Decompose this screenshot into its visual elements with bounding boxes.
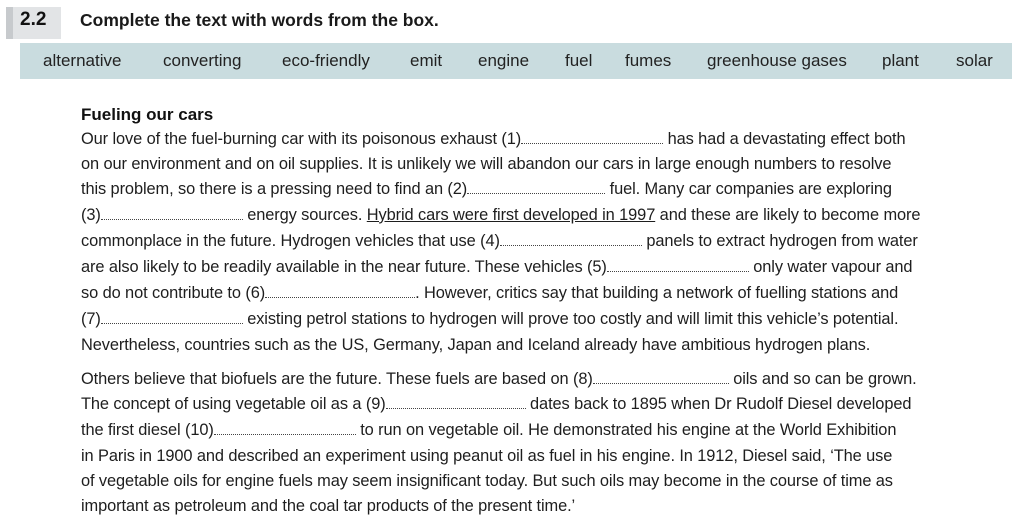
- passage-line: so do not contribute to (6) . However, critics say that building a network of fuelling stations and: [81, 284, 899, 302]
- answer-gap-5[interactable]: [607, 259, 749, 272]
- passage-line: this problem, so there is a pressing need to find an (2) fuel. Many car companies are exploring: [81, 180, 892, 198]
- passage-line: The concept of using vegetable oil as a (9) dates back to 1895 when Dr Rudolf Diesel developed: [81, 395, 912, 413]
- passage-line: important as petroleum and the coal tar products of the present time.’: [81, 497, 576, 515]
- exercise-instruction: Complete the text with words from the box.: [80, 10, 439, 30]
- answer-gap-2[interactable]: [467, 181, 605, 194]
- passage-line: commonplace in the future. Hydrogen vehicles that use (4) panels to extract hydrogen from water: [81, 232, 918, 250]
- passage-line: (3) energy sources. Hybrid cars were first developed in 1997 and these are likely to become more: [81, 206, 921, 224]
- passage-line: Others believe that biofuels are the future. These fuels are based on (8) oils and so can be grown.: [81, 370, 917, 388]
- answer-gap-10[interactable]: [214, 422, 356, 435]
- word-box-item: emit: [410, 51, 443, 70]
- passage-line: (7) existing petrol stations to hydrogen will prove too costly and will limit this vehicle’s potential.: [81, 310, 899, 328]
- word-box-item: fumes: [625, 51, 672, 70]
- exercise-number: 2.2: [20, 9, 47, 30]
- word-box-item: greenhouse gases: [707, 51, 847, 70]
- answer-gap-8[interactable]: [593, 371, 729, 384]
- word-box-item: plant: [882, 51, 919, 70]
- passage-line: in Paris in 1900 and described an experiment using peanut oil as fuel in his engine. In 1912, Diesel said, ‘The use: [81, 447, 893, 465]
- answer-gap-7[interactable]: [101, 311, 243, 324]
- passage-line: of vegetable oils for engine fuels may seem insignificant today. But such oils may become in the course of time as: [81, 472, 893, 490]
- passage-line: are also likely to be readily available in the near future. These vehicles (5) only water vapour and: [81, 258, 913, 276]
- word-box-item: engine: [478, 51, 530, 70]
- answer-gap-1[interactable]: [521, 131, 663, 144]
- answer-gap-3[interactable]: [101, 207, 243, 220]
- exercise-number-accent: [6, 7, 13, 39]
- passage-title: Fueling our cars: [81, 105, 214, 124]
- word-box-item: solar: [956, 51, 993, 70]
- passage-line: Our love of the fuel-burning car with its poisonous exhaust (1) has had a devastating effect both: [81, 130, 906, 148]
- word-box-item: eco-friendly: [282, 51, 370, 70]
- passage-line: the first diesel (10) to run on vegetable oil. He demonstrated his engine at the World Exhibition: [81, 421, 897, 439]
- word-box-item: fuel: [565, 51, 593, 70]
- exercise-header: [0, 0, 1024, 40]
- answer-gap-9[interactable]: [386, 396, 526, 409]
- word-box-item: converting: [163, 51, 242, 70]
- passage-line: on our environment and on oil supplies. It is unlikely we will abandon our cars in large enough numbers to resolve: [81, 155, 892, 173]
- answer-gap-4[interactable]: [500, 233, 642, 246]
- answer-gap-6[interactable]: [265, 285, 415, 298]
- word-box: [20, 43, 1012, 79]
- passage-line: Nevertheless, countries such as the US, Germany, Japan and Iceland already have ambitious hydrogen plans.: [81, 336, 871, 354]
- word-box-item: alternative: [43, 51, 122, 70]
